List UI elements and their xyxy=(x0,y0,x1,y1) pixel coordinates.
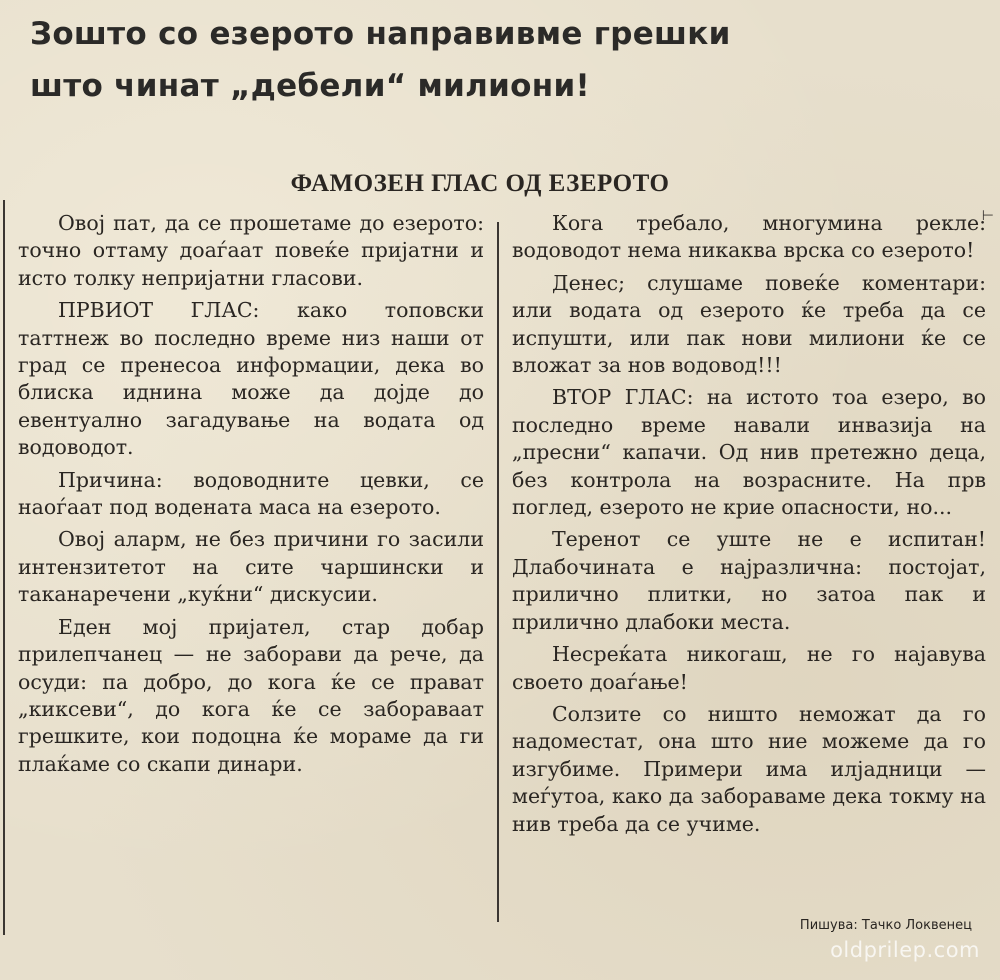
left-paragraph-5: Еден мој пријател, стар добар прилепчанец — не заборави да рече, да осуди: па добро, до кога ќе се прават „киксеви“, до кога ќе се забораваат грешките, кои подоцна ќе мораме да ги плаќаме со скапи динари. xyxy=(18,614,484,776)
right-paragraph-6: Солзите со ништо неможат да го надоместат, она што ние можеме да го изгубиме. Примери има илјадници — меѓутоа, како да забораваме дека токму на нив треба да се учиме. xyxy=(512,701,986,836)
left-paragraph-2: ПРВИОТ ГЛАС: како топовски таттнеж во последно време низ наши от град се пренесоа информации, дека во блиска иднина може да дојде до евентуално загадување на водата од водоводот. xyxy=(18,298,484,460)
right-paragraph-5: Несреќата никогаш, не го најавува своето доаѓање! xyxy=(512,642,986,694)
column-divider xyxy=(497,222,499,922)
left-paragraph-1: Овој пат, да се прошетаме до езерото: точно оттаму доаѓаат повеќе пријатни и исто толку непријатни гласови. xyxy=(18,211,484,290)
headline-line-1: Зошто со езерото направивме грешки xyxy=(30,16,731,52)
right-paragraph-4: Теренот се уште не е испитан! Длабочината е најразлична: постојат, прилично плитки, но затоа пак и прилично длабоки места. xyxy=(512,527,986,634)
right-paragraph-2: Денес; слушаме повеќе коментари: или водата од езерото ќе треба да се испушти, или пак нови милиони ќе се вложат за нов водовод!!! xyxy=(512,270,986,378)
right-paragraph-1: Кога требало, многумина рекле: водоводот нема никаква врска со езерото! xyxy=(512,211,986,263)
left-paragraph-3: Причина: водоводните цевки, се наоѓаат под водената маса на езерото. xyxy=(18,467,484,520)
right-margin-tick: ⊢ xyxy=(981,208,994,224)
left-border-rule xyxy=(3,200,5,935)
right-paragraph-3: ВТОР ГЛАС: на истото тоа езеро, во последно време навали инвазија на „пресни“ капачи. Од нив претежно деца, без контрола на возрасните. На прв поглед, езерото не крие опасности, но... xyxy=(512,385,986,520)
site-watermark: oldprilep.com xyxy=(830,938,980,962)
article-subtitle: ФАМОЗЕН ГЛАС ОД ЕЗЕРОТО xyxy=(290,170,670,197)
right-column xyxy=(512,210,986,843)
left-paragraph-4: Овој аларм, не без причини го засили интензитетот на сите чаршински и таканаречени „куќни“ дискусии. xyxy=(18,527,484,607)
headline-line-2: што чинат „дебели“ милиони! xyxy=(30,68,590,104)
author-signature: Пишува: Тачко Локвенец xyxy=(799,918,972,933)
left-column xyxy=(18,210,484,783)
article-headline xyxy=(30,8,970,112)
